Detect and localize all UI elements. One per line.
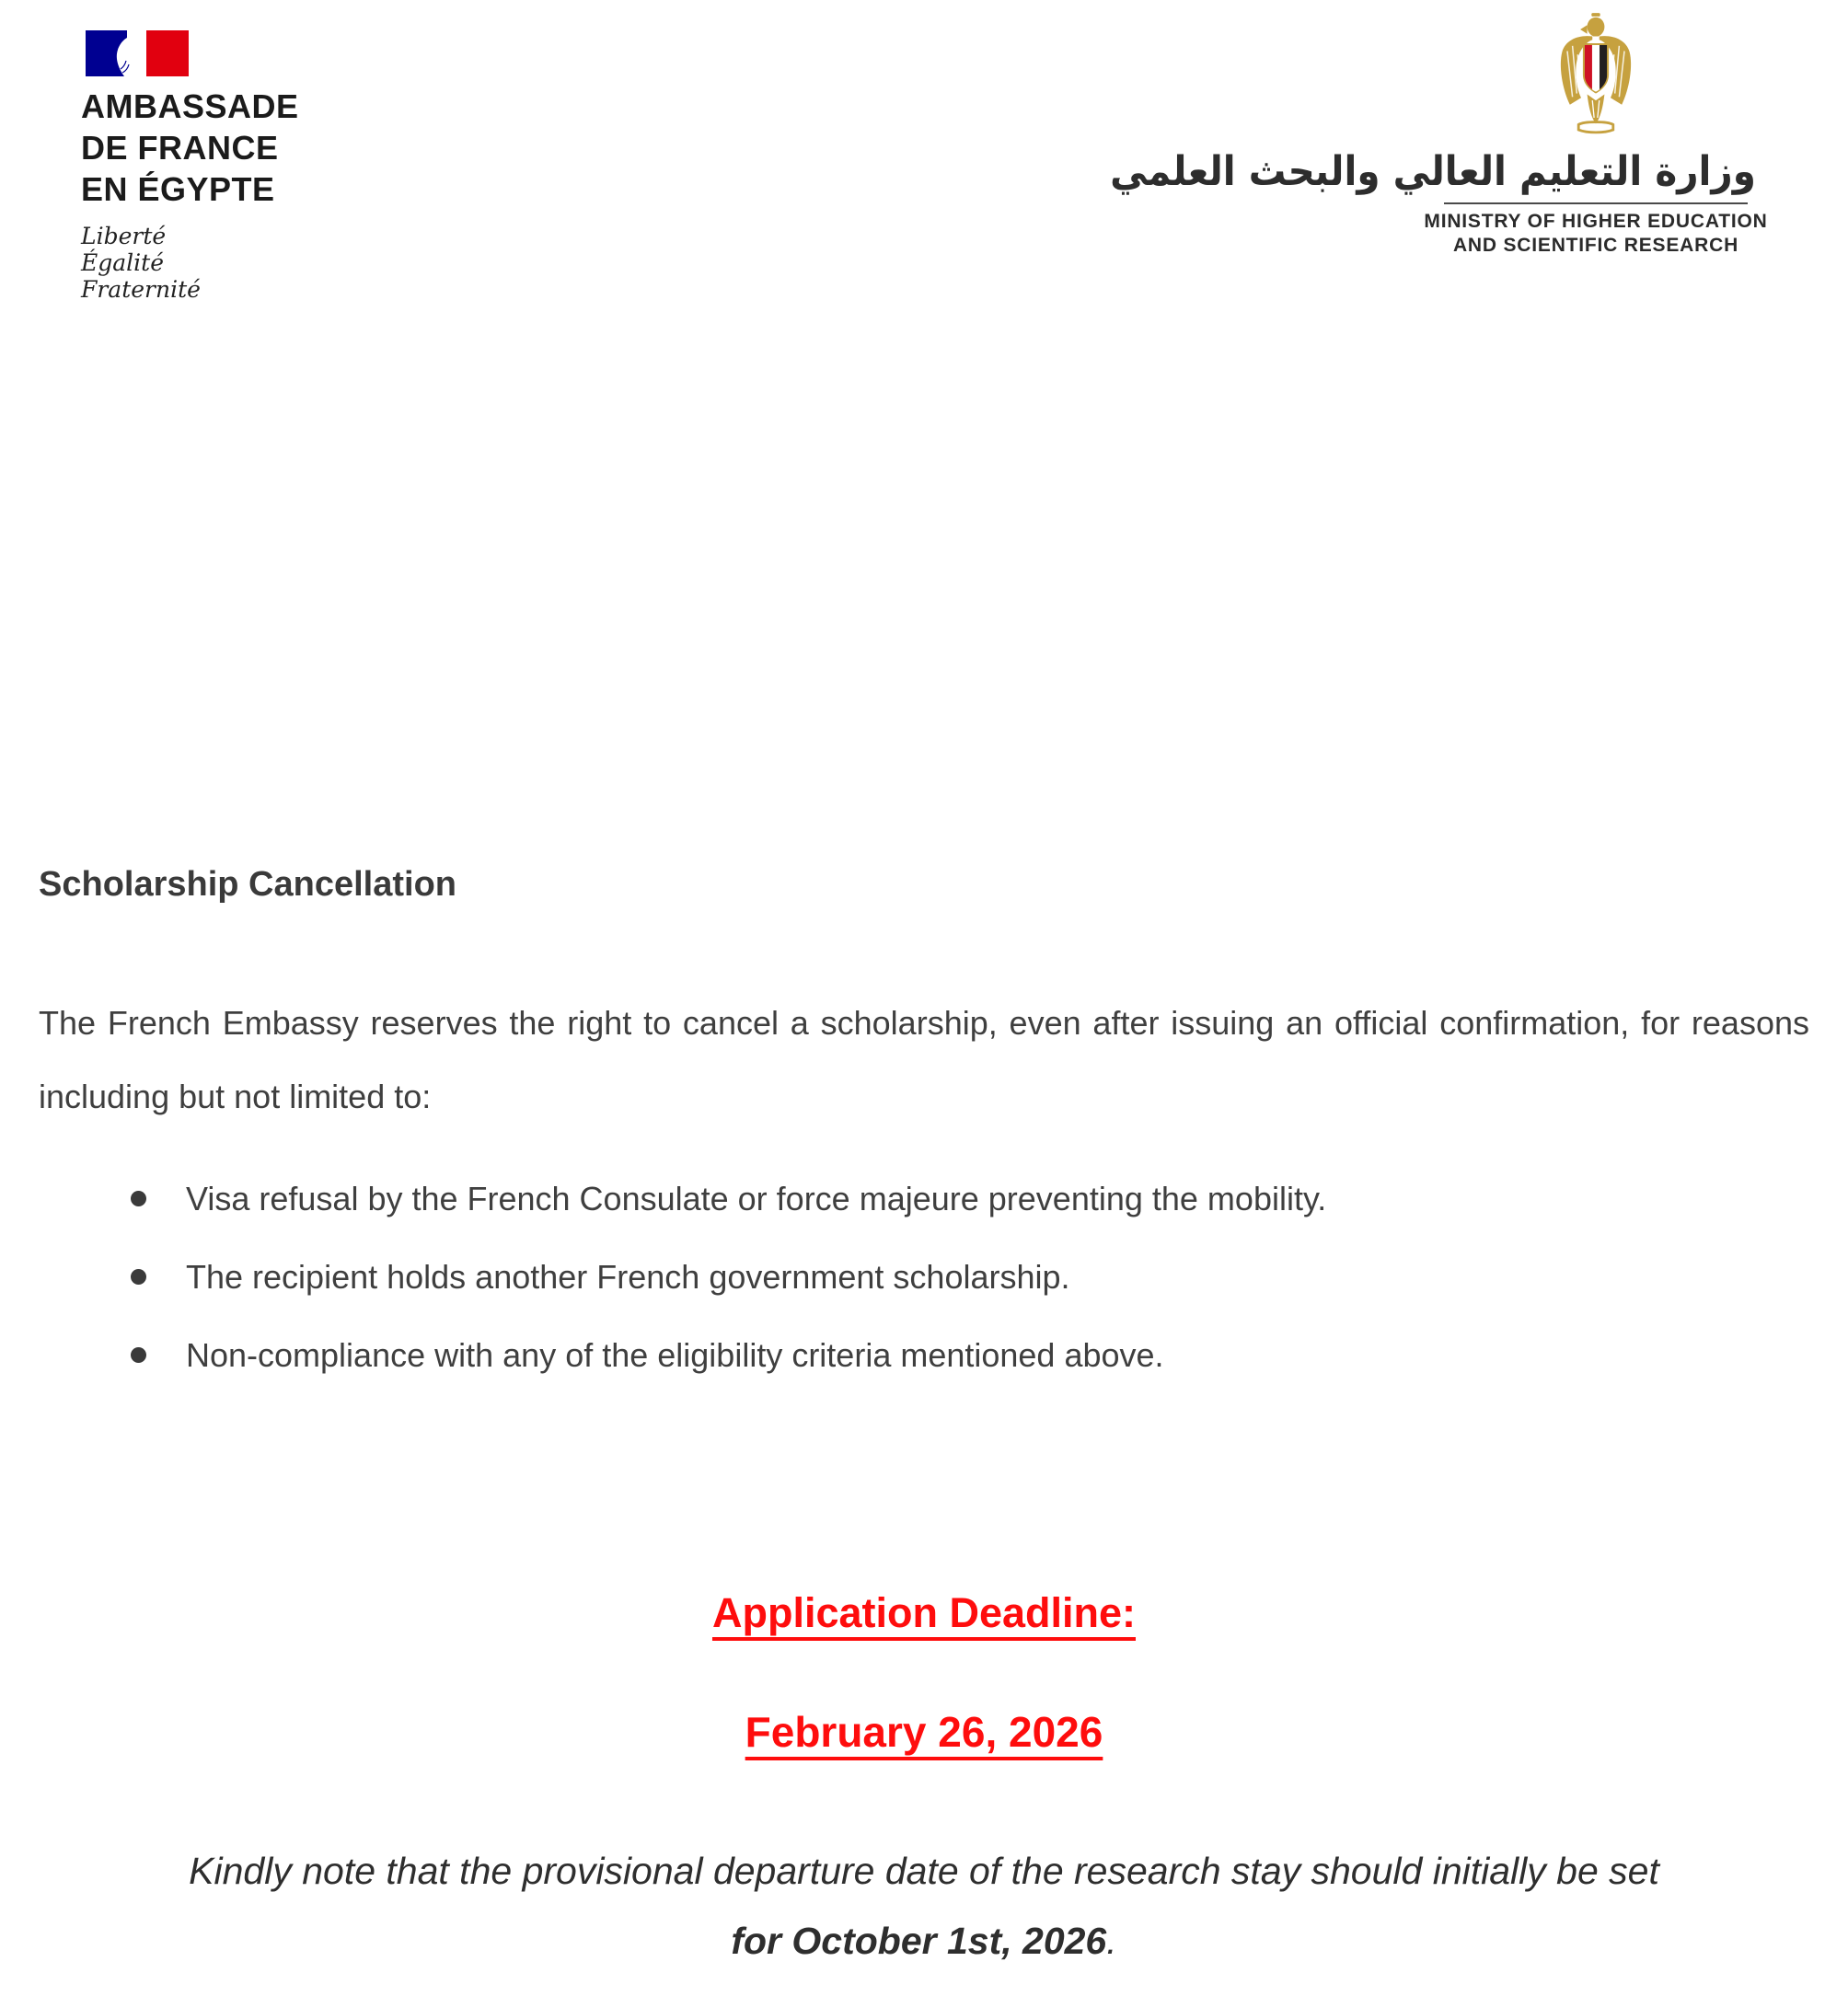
flag-red-band <box>146 30 189 76</box>
ministry-logo <box>1110 11 1770 258</box>
egypt-eagle-icon <box>1553 11 1639 134</box>
list-item: The recipient holds another French government scholarship. <box>131 1238 1809 1316</box>
application-deadline-label: Application Deadline: <box>711 1589 1137 1636</box>
ministry-arabic-title: وزارة التعليم العالي والبحث العلمي <box>1110 148 1756 195</box>
embassy-name-line1: AMBASSADE <box>81 87 299 125</box>
list-item: Visa refusal by the French Consulate or force majeure preventing the mobility. <box>131 1160 1809 1238</box>
ministry-english-line1: MINISTRY OF HIGHER EDUCATION <box>1424 211 1768 232</box>
departure-note-regular: Kindly note that the provisional departure date of the research stay should initially be set <box>189 1850 1659 1892</box>
departure-note-period: . <box>1106 1920 1117 1962</box>
motto-line1: Liberté <box>81 223 167 249</box>
embassy-name-line2: DE FRANCE <box>81 129 279 167</box>
french-flag-icon <box>86 30 189 76</box>
embassy-name-line3: EN ÉGYPTE <box>81 170 275 208</box>
marianne-icon <box>113 32 152 76</box>
list-item: Non-compliance with any of the eligibility criteria mentioned above. <box>131 1316 1809 1394</box>
embassy-name <box>81 86 385 210</box>
section-heading: Scholarship Cancellation <box>39 865 456 904</box>
motto-line3: Fraternité <box>81 276 201 303</box>
departure-note <box>39 1836 1809 1976</box>
ministry-english-name <box>1422 210 1770 258</box>
ministry-english-line2: AND SCIENTIFIC RESEARCH <box>1452 235 1739 256</box>
ministry-divider <box>1444 202 1748 204</box>
document-body <box>0 863 1848 1996</box>
application-deadline-date: February 26, 2026 <box>745 1708 1103 1756</box>
motto-line2: Égalité <box>81 249 164 276</box>
embassy-motto <box>81 223 385 303</box>
departure-note-date: for October 1st, 2026 <box>731 1920 1107 1962</box>
intro-paragraph: The French Embassy reserves the right to cancel a scholarship, even after issuing an official confirmation, for reasons including but not limited to: <box>39 1004 1809 1115</box>
cancellation-reasons-list <box>39 1160 1809 1394</box>
french-embassy-logo <box>81 30 385 303</box>
